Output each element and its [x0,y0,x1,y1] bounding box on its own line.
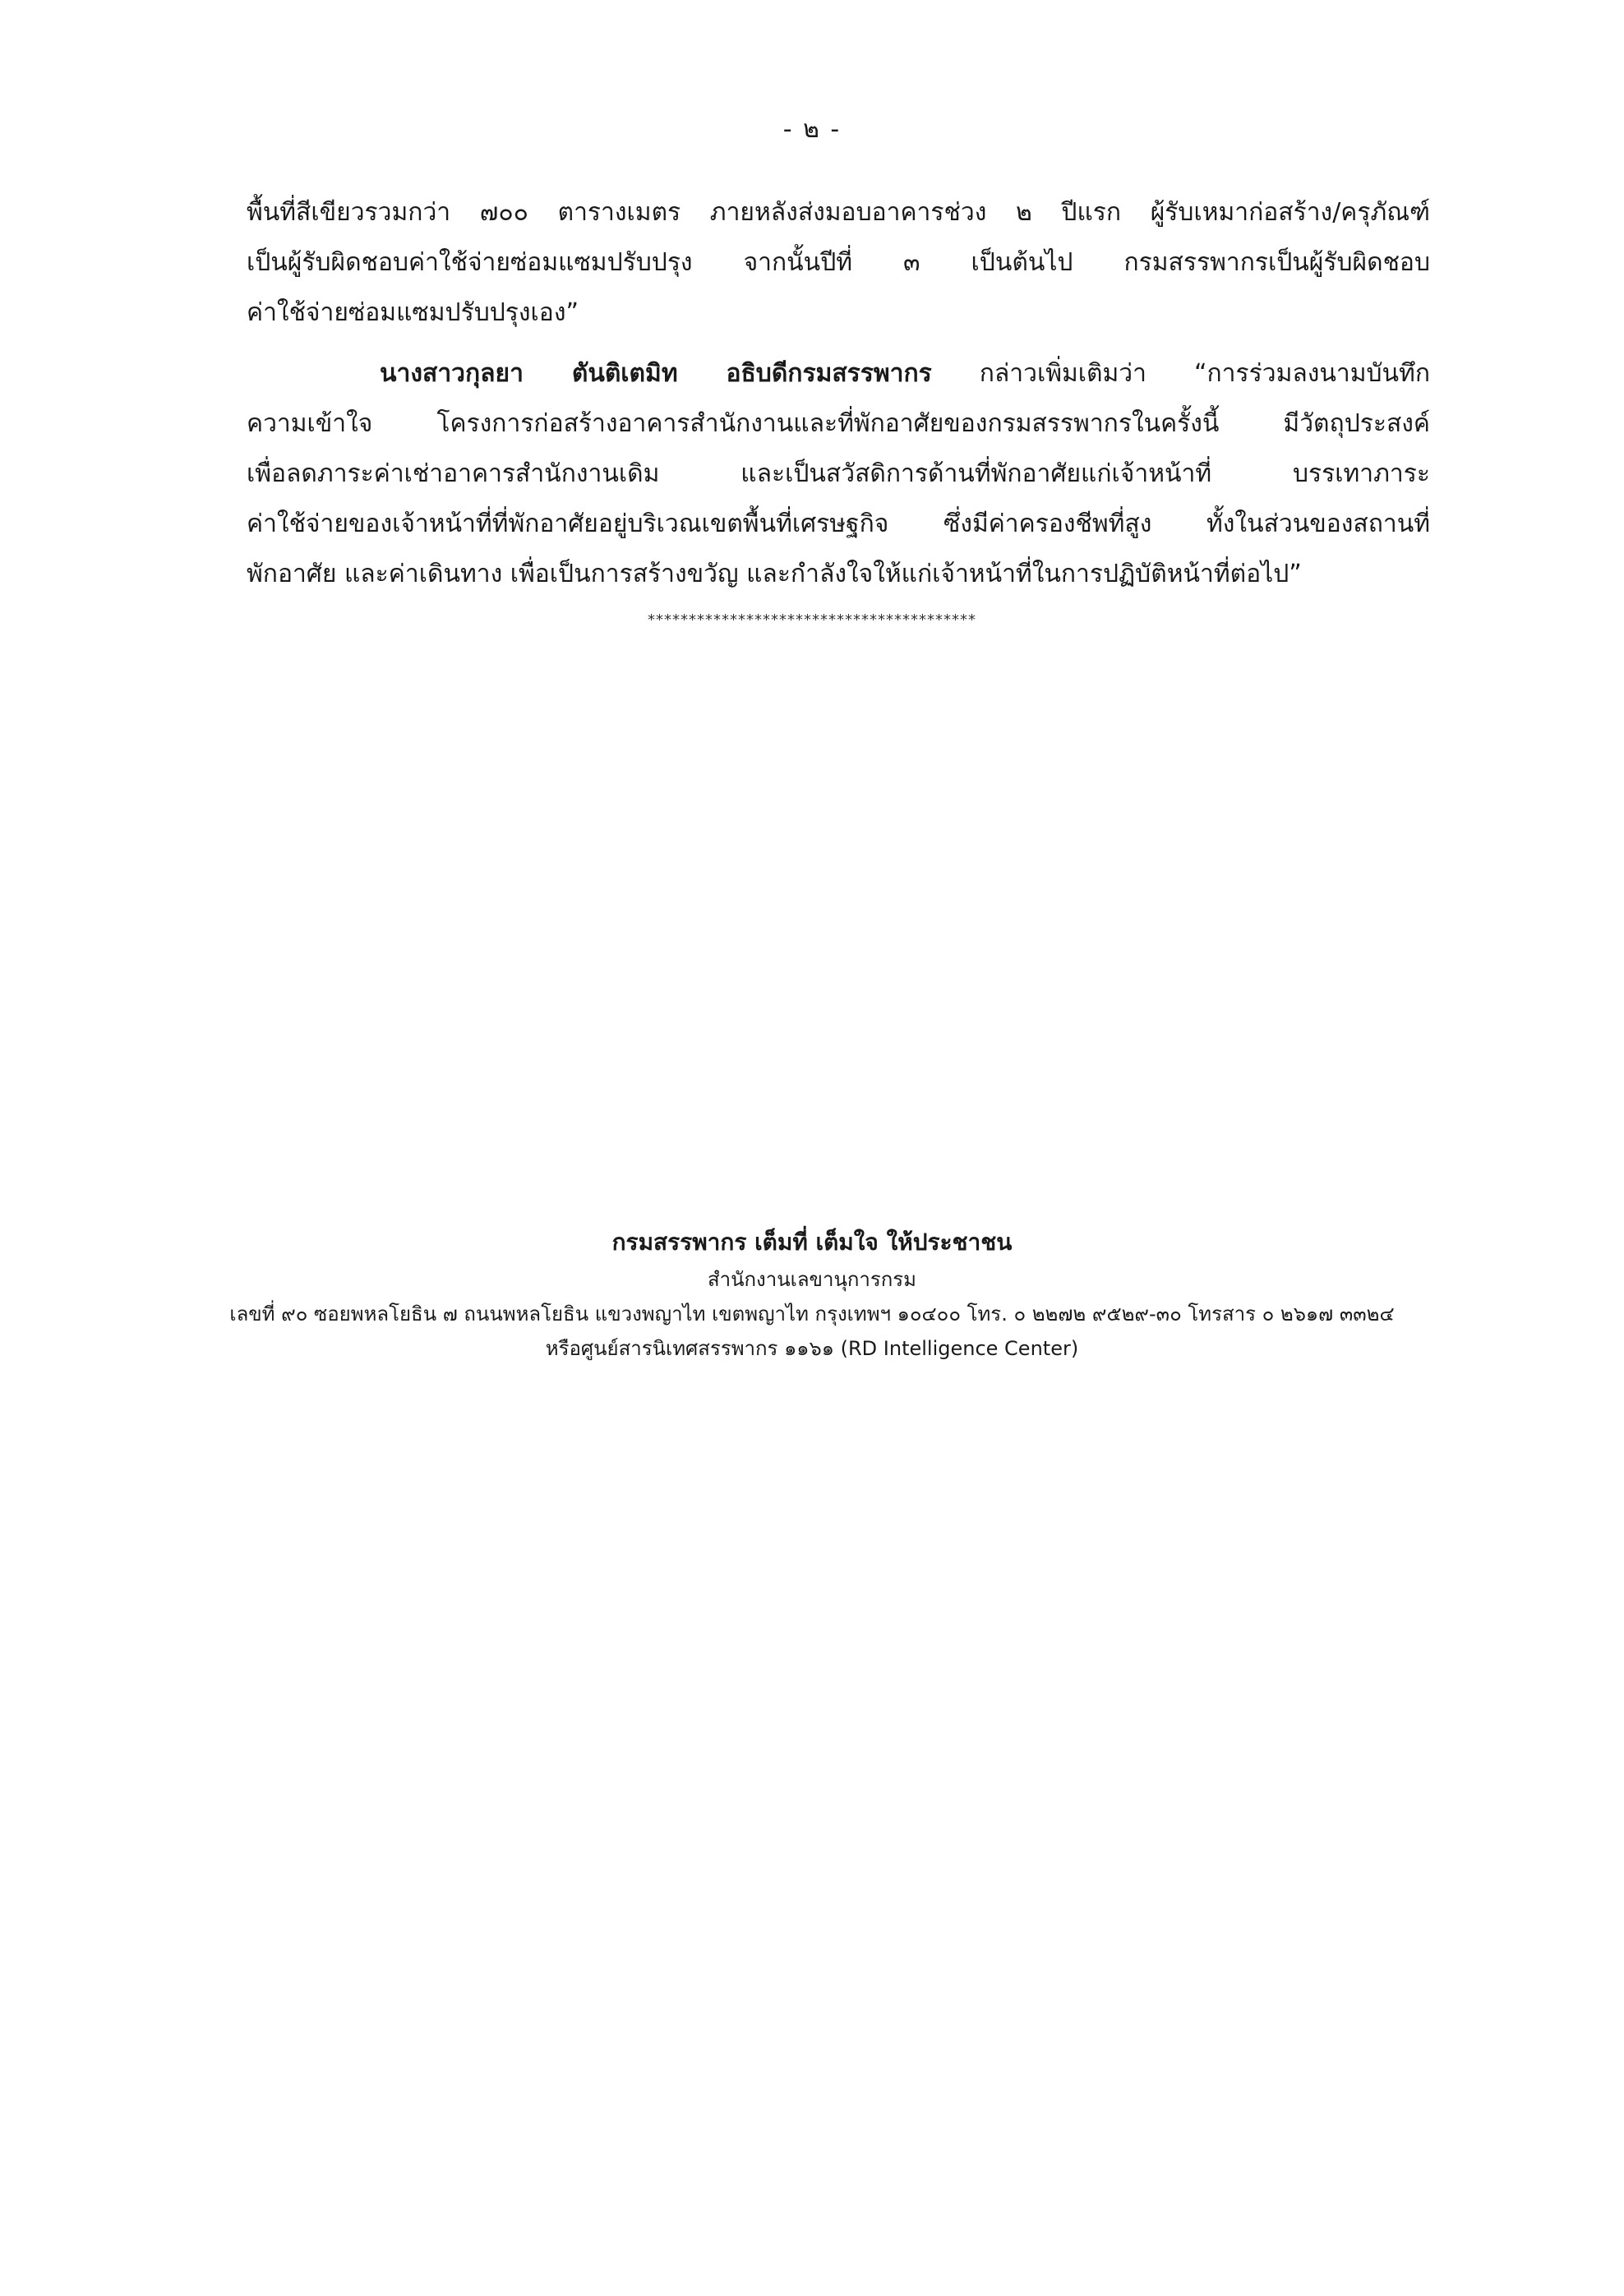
paragraph-1-line: เป็นผู้รับผิดชอบค่าใช้จ่ายซ่อมแซมปรับปรุง จากนั้นปีที่ ๓ เป็นต้นไป กรมสรรพากรเป็นผู้รับผิดชอบ [247,248,1430,277]
paragraph-2-line: พักอาศัย และค่าเดินทาง เพื่อเป็นการสร้างขวัญ และกำลังใจให้แก่เจ้าหน้าที่ในการปฏิบัติหน้าที่ต่อไป” [247,560,1302,588]
paragraph-1 [247,187,1430,338]
footer-contact: หรือศูนย์สารนิเทศสรรพากร ๑๑๖๑ (RD Intelligence Center) [545,1337,1079,1360]
asterisk-separator: **************************************** [648,611,976,629]
paragraph-2-line: เพื่อลดภาระค่าเช่าอาคารสำนักงานเดิม และเป็นสวัสดิการด้านที่พักอาศัยแก่เจ้าหน้าที่ บรรเทาภาระ [247,459,1430,488]
speaker-quote-start: กล่าวเพิ่มเติมว่า “การร่วมลงนามบันทึก [931,359,1430,388]
footer-slogan: กรมสรรพากร เต็มที่ เต็มใจ ให้ประชาชน [611,1229,1013,1256]
paragraph-1-line: ค่าใช้จ่ายซ่อมแซมปรับปรุงเอง” [247,298,579,327]
paragraph-2-line: ค่าใช้จ่ายของเจ้าหน้าที่ที่พักอาศัยอยู่บริเวณเขตพื้นที่เศรษฐกิจ ซึ่งมีค่าครองชีพที่สูง ทั้งในส่วนของสถานที่ [247,509,1430,538]
speaker-name: นางสาวกุลยา ตันติเตมิท อธิบดีกรมสรรพากร [380,359,932,388]
paragraph-2 [247,348,1430,599]
footer [0,1223,1624,1366]
paragraph-2-first-line [247,348,1430,399]
footer-office: สำนักงานเลขานุการกรม [707,1268,916,1291]
paragraph-2-line: ความเข้าใจ โครงการก่อสร้างอาคารสำนักงานและที่พักอาศัยของกรมสรรพากรในครั้งนี้ มีวัตถุประสงค์ [247,409,1430,438]
page-number: - ๒ - [782,115,842,144]
footer-address: เลขที่ ๙๐ ซอยพหลโยธิน ๗ ถนนพหลโยธิน แขวงพญาไท เขตพญาไท กรุงเทพฯ ๑๐๔๐๐ โทร. ๐ ๒๒๗๒ ๙๕๒๙-๓๐ โทรสาร ๐ ๒๖๑๗ ๓๓๒๔ [229,1302,1395,1326]
paragraph-1-line: พื้นที่สีเขียวรวมกว่า ๗๐๐ ตารางเมตร ภายหลังส่งมอบอาคารช่วง ๒ ปีแรก ผู้รับเหมาก่อสร้าง/ครุภัณฑ์ [247,198,1430,227]
